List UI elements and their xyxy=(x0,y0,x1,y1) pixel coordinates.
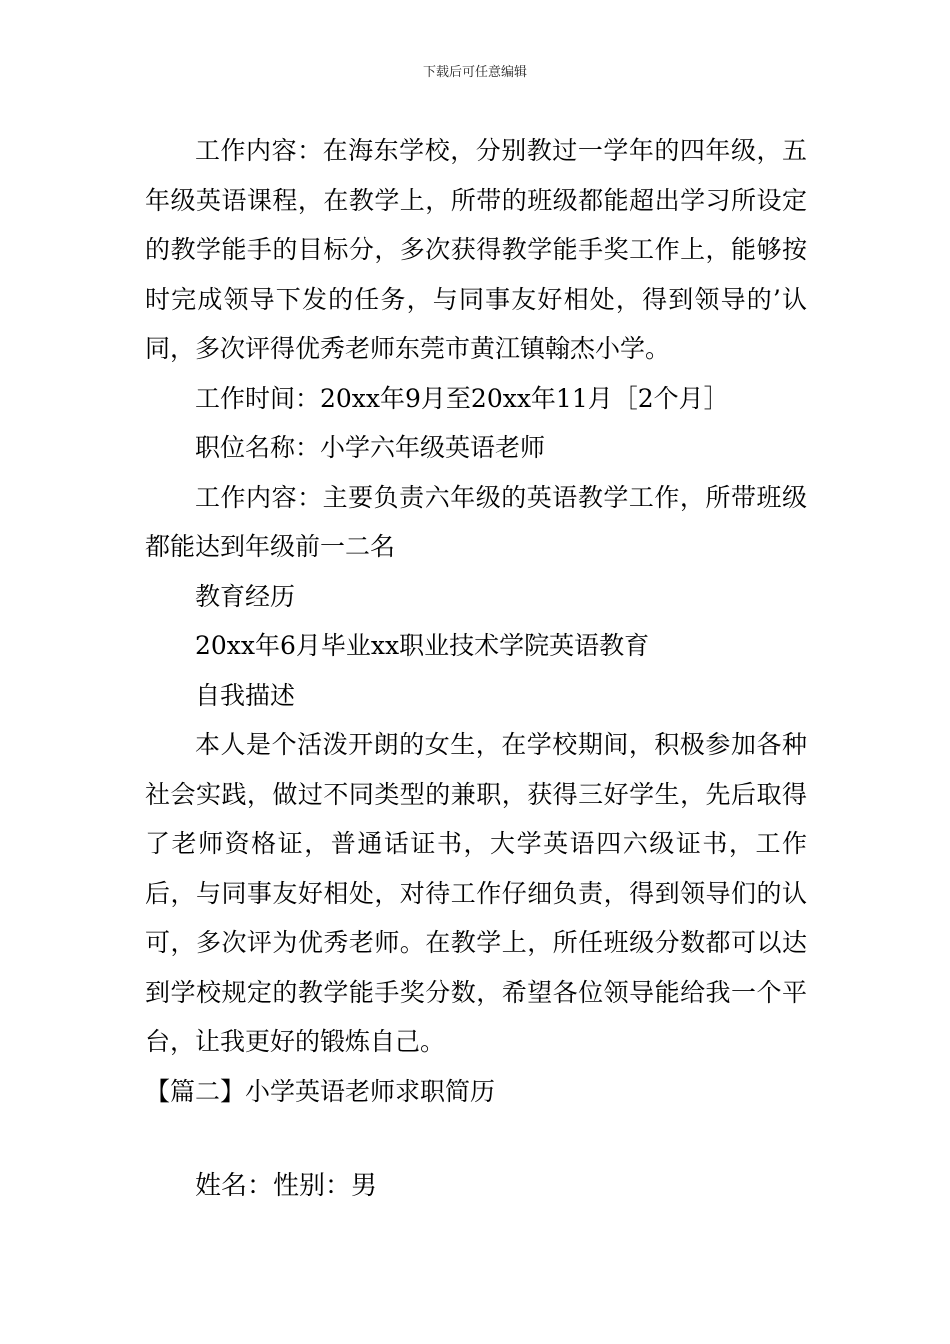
spacer xyxy=(145,1116,807,1162)
page-header-note: 下载后可任意编辑 xyxy=(422,65,527,80)
heading-education: 教育经历 xyxy=(195,581,296,611)
paragraph-work-time: 工作时间：20xx年9月至20xx年11月［2个月］ xyxy=(195,383,729,413)
document-body xyxy=(145,126,807,1212)
paragraph-self-description: 本人是个活泼开朗的女生，在学校期间，积极参加各种社会实践，做过不同类型的兼职，获得三好学生，先后取得了老师资格证，普通话证书，大学英语四六级证书，工作后，与同事友好相处，对待工作仔细负责，得到领导们的认可，多次评为优秀老师。在教学上，所任班级分数都可以达到学校规定的教学能手奖分数，希望各位领导能给我一个平台，让我更好的锻炼自己。 xyxy=(145,730,807,1056)
paragraph-work-content-2: 工作内容：主要负责六年级的英语教学工作，所带班级都能达到年级前一二名 xyxy=(145,482,807,561)
paragraph-education-detail: 20xx年6月毕业xx职业技术学院英语教育 xyxy=(195,631,650,660)
section-title: 【篇二】小学英语老师求职简历 xyxy=(145,1076,496,1106)
paragraph-name-gender: 姓名：性别：男 xyxy=(195,1171,378,1201)
paragraph-job-title: 职位名称：小学六年级英语老师 xyxy=(195,433,546,462)
heading-self-description: 自我描述 xyxy=(195,680,296,710)
paragraph-work-content-1: 工作内容：在海东学校，分别教过一学年的四年级，五年级英语课程，在教学上，所带的班级都能超出学习所设定的教学能手的目标分，多次获得教学能手奖工作上，能够按时完成领导下发的任务，与同事友好相处，得到领导的’认同，多次评得优秀老师东莞市黄江镇翰杰小学。 xyxy=(145,136,807,363)
